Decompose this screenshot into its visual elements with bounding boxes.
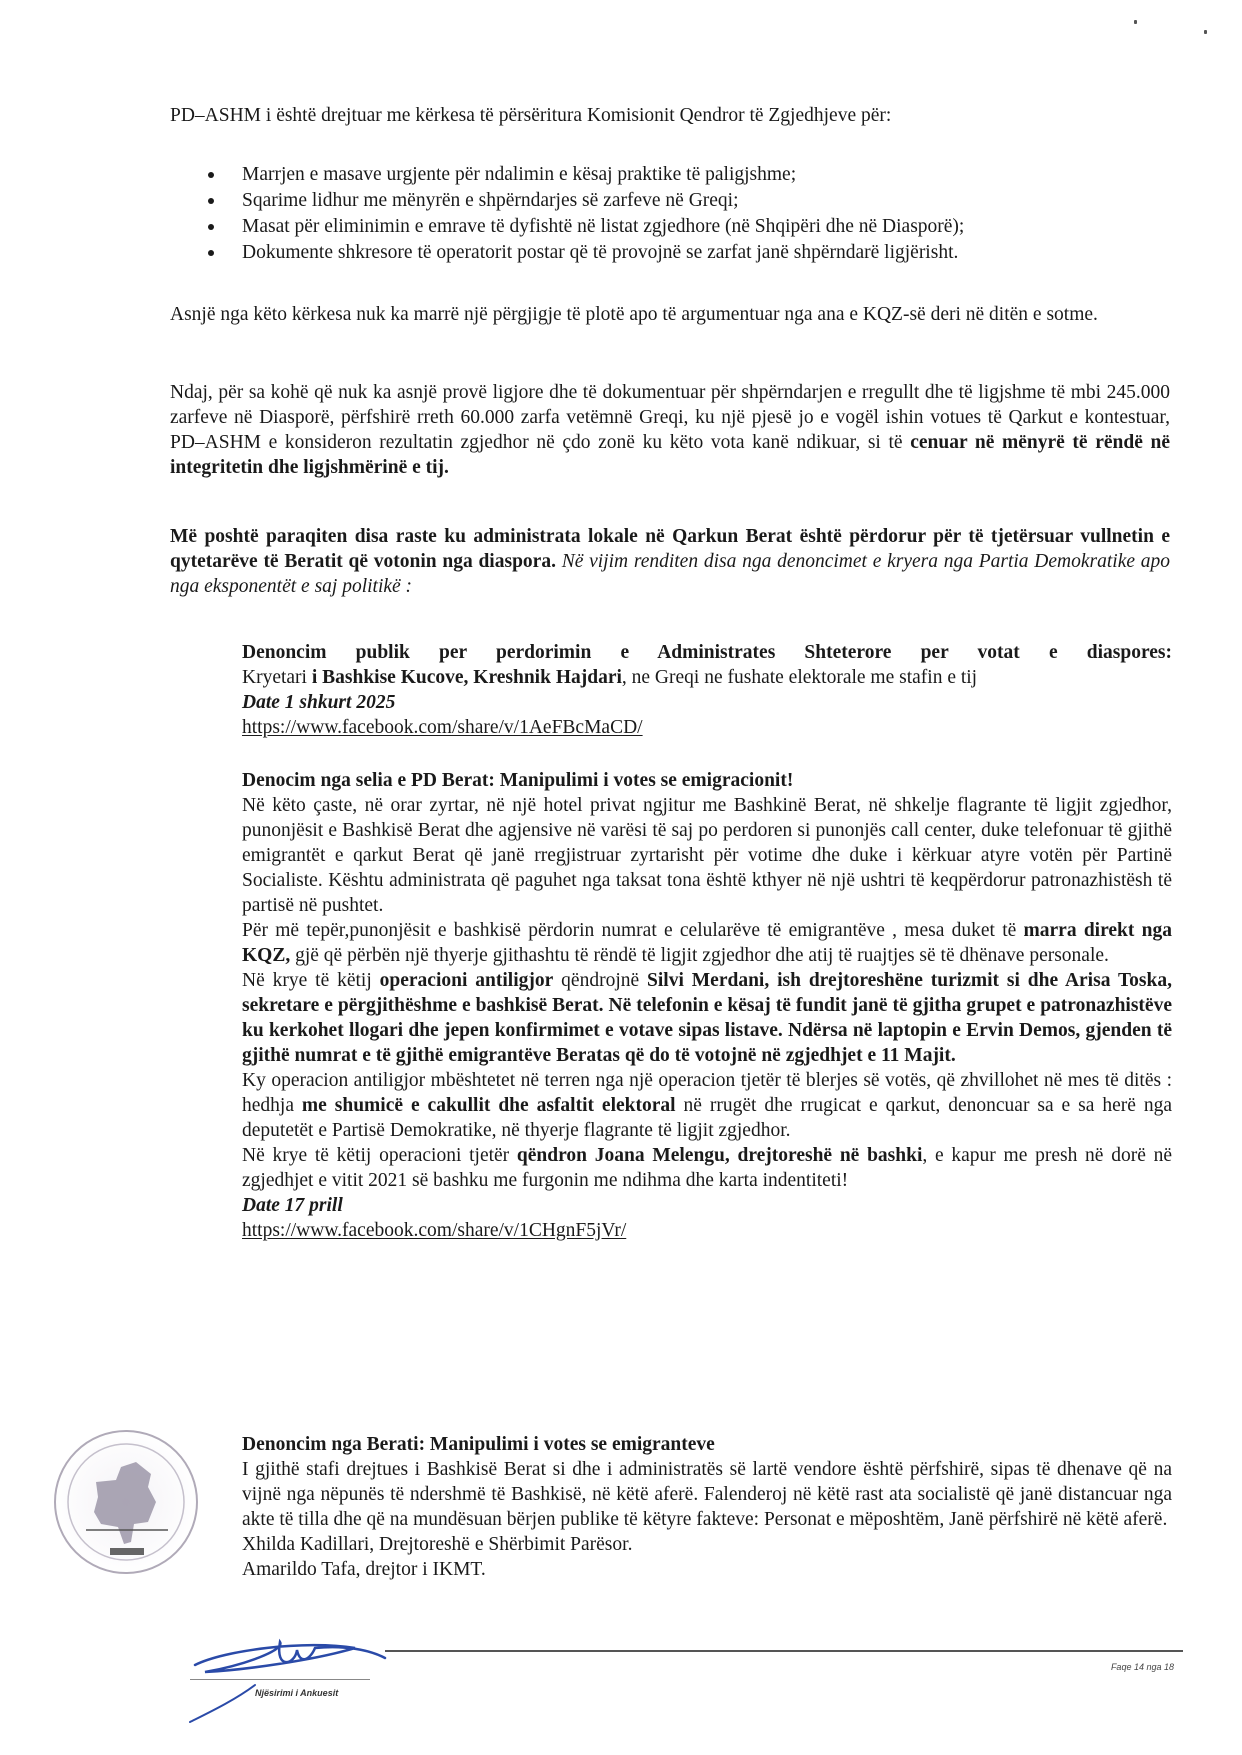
bullet-icon — [208, 224, 214, 230]
no-response-paragraph: Asnjë nga këto kërkesa nuk ka marrë një përgjigje të plotë apo të argumentuar nga ana e KQZ-së deri në ditën e sotme. — [170, 304, 1098, 325]
person-item: Xhilda Kadillari, Drejtoreshë e Shërbimit Parësor. — [242, 1534, 633, 1555]
denouncement-body: Kryetari i Bashkise Kucove, Kreshnik Hajdari, ne Greqi ne fushate elektorale me stafin e tij — [242, 667, 978, 688]
facebook-link[interactable]: https://www.facebook.com/share/v/1CHgnF5jVr/ — [242, 1220, 627, 1241]
intro-lead: PD–ASHM i është drejtuar me kërkesa të përsëritura Komisionit Qendror të Zgjedhjeve për: — [170, 105, 892, 126]
footer-divider — [385, 1650, 1183, 1652]
bullet-icon — [208, 172, 214, 178]
denouncement-paragraph: Në krye të këtij operacioni tjetër qëndron Joana Melengu, drejtoreshë në bashki, e kapur me presh në dorë në zgjedhjet e vitit 2021 së bashku me furgonin me ndihma dhe karta indentiteti! — [242, 1145, 1172, 1191]
denouncement-date: Date 1 shkurt 2025 — [242, 692, 396, 713]
bullet-icon — [208, 250, 214, 256]
denouncement-title: Denoncim nga Berati: Manipulimi i votes se emigranteve — [242, 1434, 715, 1455]
cases-paragraph: Më poshtë paraqiten disa raste ku administrata lokale në Qarkun Berat është përdorur për të tjetërsuar vullnetin e qytetarëve të Beratit që votonin nga diaspora. Në vijim renditen disa nga denoncimet e kryera nga Partia Demokratike apo nga eksponentët e saj politikë : — [170, 526, 1170, 597]
signature-line — [190, 1679, 370, 1680]
person-item: Amarildo Tafa, drejtor i IKMT. — [242, 1559, 486, 1580]
denouncement-paragraph: Për më tepër,punonjësit e bashkisë përdorin numrat e celularëve të emigrantëve , mesa duket të marra direkt nga KQZ, gjë që përbën një thyerje gjithashtu të rëndë të ligjit zgjedhor dhe atij të ruajtjes së të dhënave personale. — [242, 920, 1172, 966]
signature-label: Njësirimi i Ankuesit — [255, 1688, 339, 1698]
denouncement-title: Denoncim publik per perdorimin e Administrates Shteterore per votat e diaspores: — [242, 642, 1172, 663]
denouncement-1 — [242, 640, 1172, 740]
scan-artifact — [1134, 20, 1137, 24]
conclusion-emphasis: cenuar në mënyrë të rëndë në integritetin dhe ligjshmërinë e tij — [170, 432, 1170, 478]
denouncement-paragraph: Në këto çaste, në orar zyrtar, në një hotel privat ngjitur me Bashkinë Berat, në shkelje flagrante të ligjit zgjedhor, punonjësit e Bashkisë Berat dhe agjensive në varësi të saj po perdoren si punonjës call center, duke telefonuar të gjithë emigrantët e qarkut Berat që janë rregjistruar zyrtarisht për votime dhe duke i kërkuar atyre votën për Partinë Socialiste. Kështu administrata që paguhet nga taksat tona është kthyer në një ushtri të keqpërdorur patronazhistësh të partisë në pushtet. — [242, 795, 1172, 916]
facebook-link[interactable]: https://www.facebook.com/share/v/1AeFBcMaCD/ — [242, 717, 643, 738]
denouncement-2 — [242, 768, 1172, 1243]
page-number: Faqe 14 nga 18 — [1110, 1662, 1174, 1672]
request-item: Sqarime lidhur me mënyrën e shpërndarjes së zarfeve në Greqi; — [170, 188, 1170, 214]
stamp-map-icon — [56, 1432, 196, 1572]
bullet-icon — [208, 198, 214, 204]
request-list — [170, 162, 1170, 266]
request-item: Dokumente shkresore të operatorit postar që të provojnë se zarfat janë shpërndarë ligjërisht. — [170, 240, 1170, 266]
denouncement-paragraph: Ky operacion antiligjor mbështetet në terren nga një operacion tjetër të blerjes së votës, që zhvillohet në mes të ditës : hedhja me shumicë e cakullit dhe asfaltit elektoral në rrugët dhe rrugicat e qarkut, denoncuar sa e sa herë nga deputetët e Partisë Demokratike, në thyerje flagrante të ligjit zgjedhor. — [242, 1070, 1172, 1141]
signature-icon — [185, 1630, 405, 1725]
denouncement-3 — [242, 1432, 1172, 1582]
denouncement-paragraph: Në krye të këtij operacioni antiligjor qëndrojnë Silvi Merdani, ish drejtoreshëne turizmit si dhe Arisa Toska, sekretare e përgjithëshme e bashkisë Berat. Në telefonin e kësaj të fundit janë të gjitha grupet e patronazhistëve ku kerkohet llogari dhe jepen konfirmimet e votave sipas listave. Ndërsa në laptopin e Ervin Demos, gjenden të gjithë numrat e të gjithë emigrantëve Beratas që do të votojnë në zgjedhjet e 11 Majit. — [242, 970, 1172, 1066]
denouncement-title: Denocim nga selia e PD Berat: Manipulimi i votes se emigracionit! — [242, 770, 794, 791]
request-item: Masat për eliminimin e emrave të dyfishtë në listat zgjedhore (në Shqipëri dhe në Diasporë); — [170, 214, 1170, 240]
request-item: Marrjen e masave urgjente për ndalimin e kësaj praktike të paligjshme; — [170, 162, 1170, 188]
conclusion-paragraph: Ndaj, për sa kohë që nuk ka asnjë provë ligjore dhe të dokumentuar për shpërndarjen e rregullt dhe të ligjshme të mbi 245.000 zarfeve në Diasporë, përfshirë rreth 60.000 zarfa vetëmnë Greqi, ku një pjesë jo e vogël ishin votues të Qarkut e kontestuar, PD–ASHM e konsideron rezultatin zgjedhor në çdo zonë ku këto vota kanë ndikuar, si të cenuar në mënyrë të rëndë në integritetin dhe ligjshmërinë e tij. — [170, 382, 1170, 478]
denouncement-date: Date 17 prill — [242, 1195, 343, 1216]
denouncement-body: I gjithë stafi drejtues i Bashkisë Berat si dhe i administratës së lartë vendore është përfshirë, sipas të dhenave që na vijnë nga nëpunës të ndershmë të Bashkisë, në këtë aferë. Falenderoj në këtë rast ata socialistë që janë distancuar nga akte të tilla dhe që na mundësuan bërjen publike të këtyre fakteve: Personat e mëposhtëm, Janë përfshirë në këtë aferë. — [242, 1459, 1172, 1530]
scan-artifact — [1204, 30, 1207, 34]
official-stamp — [54, 1430, 198, 1574]
